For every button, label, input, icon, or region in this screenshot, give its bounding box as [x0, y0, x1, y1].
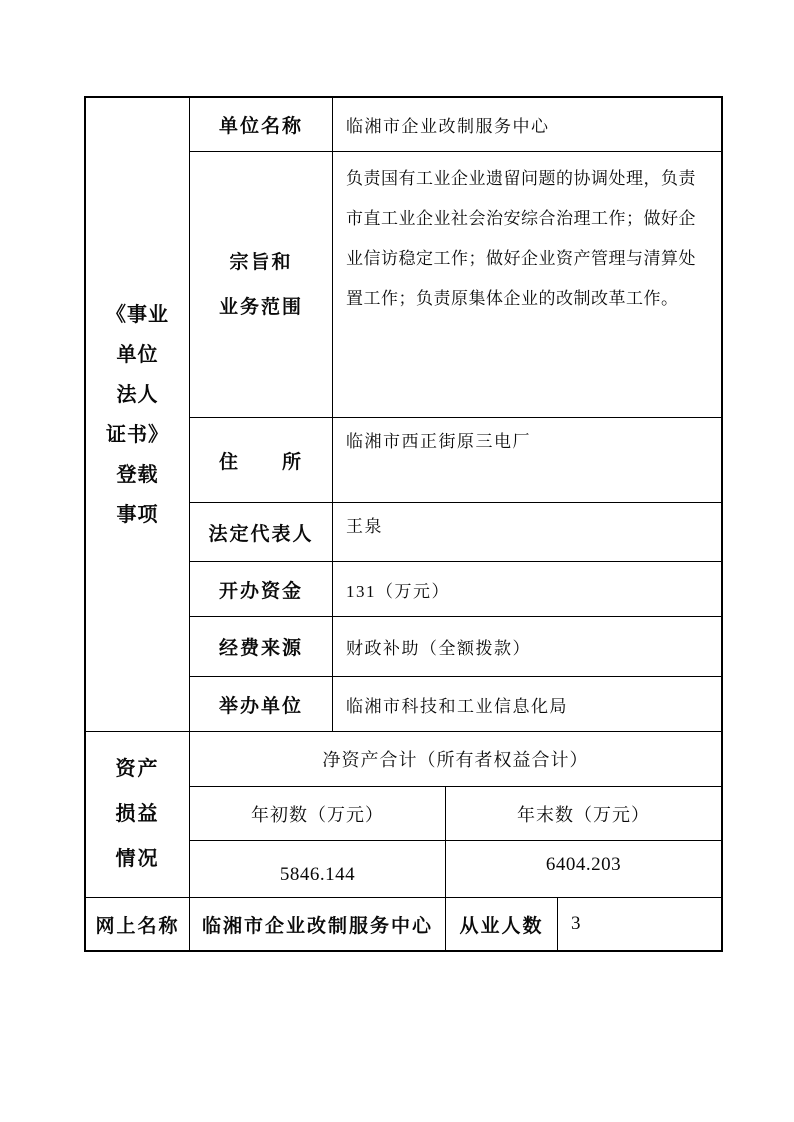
side-label-assets-profit-loss: [86, 732, 190, 898]
unit-name-value: 临湘市企业改制服务中心: [333, 98, 721, 152]
opening-capital-value: 131（万元）: [333, 562, 721, 617]
side-label-line: 事项: [116, 503, 159, 526]
side-label-line: 证书》: [106, 423, 169, 446]
row-label-opening-capital: 开办资金: [190, 562, 333, 617]
row-label-legal-representative: 法定代表人: [190, 503, 333, 562]
mission-text-line: 市直工业企业社会治安综合治理工作；做好企: [346, 209, 696, 228]
side-label-line: 登载: [116, 463, 159, 486]
net-assets-header: 净资产合计（所有者权益合计）: [190, 732, 721, 787]
side-label-line: 单位: [116, 343, 159, 366]
year-end-label: 年末数（万元）: [446, 787, 721, 841]
row-label-funding-source: 经费来源: [190, 617, 333, 677]
mission-text-line: 负责国有工业企业遗留问题的协调处理，负责: [346, 169, 696, 188]
row-label-mission-scope: [190, 152, 333, 418]
side-label-line: 情况: [115, 848, 160, 870]
address-value: 临湘市西正街原三电厂: [333, 418, 721, 503]
row-label-online-name: 网上名称: [86, 898, 190, 950]
mission-text-line: 业信访稳定工作；做好企业资产管理与清算处: [346, 249, 696, 268]
year-start-value: 5846.144: [190, 841, 446, 898]
legal-representative-value: 王泉: [333, 503, 721, 562]
registration-table: [84, 96, 723, 952]
funding-source-value: 财政补助（全额拨款）: [333, 617, 721, 677]
side-label-certificate-items: [86, 98, 190, 732]
mission-label-line: 业务范围: [218, 296, 303, 318]
year-start-label: 年初数（万元）: [190, 787, 446, 841]
side-label-line: 损益: [115, 803, 160, 825]
organizer-value: 临湘市科技和工业信息化局: [333, 677, 721, 732]
mission-scope-value: [333, 152, 721, 418]
mission-label-line: 宗旨和: [229, 251, 293, 273]
side-label-line: 法人: [116, 383, 159, 406]
mission-text-line: 置工作；负责原集体企业的改制改革工作。: [346, 289, 679, 308]
row-label-organizer: 举办单位: [190, 677, 333, 732]
side-label-line: 资产: [115, 758, 160, 780]
row-label-staff-count: 从业人数: [446, 898, 558, 950]
row-label-address: 住 所: [190, 418, 333, 503]
year-end-value: 6404.203: [446, 841, 721, 898]
online-name-value: 临湘市企业改制服务中心: [190, 898, 446, 950]
row-label-unit-name: 单位名称: [190, 98, 333, 152]
side-label-line: 《事业: [106, 303, 169, 326]
staff-count-value: 3: [571, 913, 581, 934]
